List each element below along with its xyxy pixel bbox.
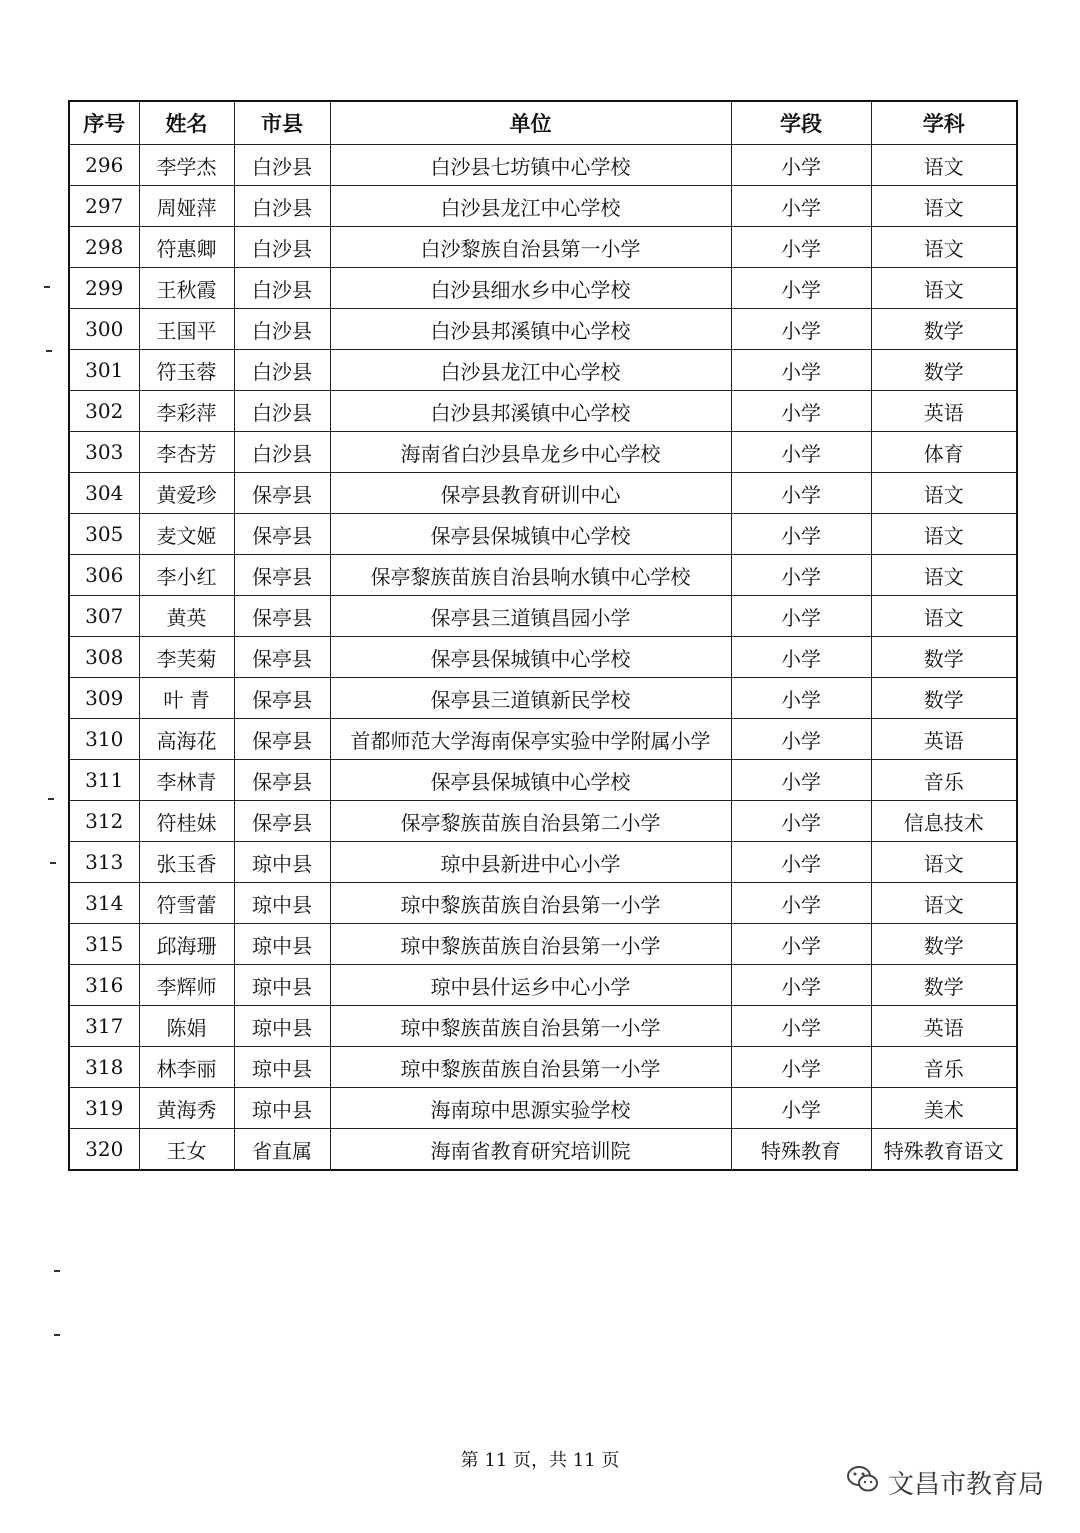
cell-stage: 小学: [731, 1006, 871, 1047]
page-number: 第 11 页，共 11 页: [460, 1450, 620, 1471]
cell-unit: 琼中黎族苗族自治县第一小学: [330, 1047, 731, 1088]
cell-index: 308: [69, 637, 139, 678]
cell-stage: 小学: [731, 760, 871, 801]
cell-name: 李辉师: [139, 965, 234, 1006]
cell-county: 保亭县: [234, 678, 330, 719]
table-row: [69, 350, 1017, 391]
cell-stage: 小学: [731, 883, 871, 924]
cell-unit: 白沙黎族自治县第一小学: [330, 227, 731, 268]
cell-index: 298: [69, 227, 139, 268]
cell-name: 李学杰: [139, 145, 234, 186]
header-index: 序号: [69, 101, 139, 145]
cell-county: 保亭县: [234, 760, 330, 801]
cell-index: 313: [69, 842, 139, 883]
cell-unit: 海南省白沙县阜龙乡中心学校: [330, 432, 731, 473]
cell-county: 琼中县: [234, 1047, 330, 1088]
cell-index: 309: [69, 678, 139, 719]
cell-index: 306: [69, 555, 139, 596]
table-row: [69, 924, 1017, 965]
cell-county: 保亭县: [234, 473, 330, 514]
cell-unit: 白沙县龙江中心学校: [330, 186, 731, 227]
cell-unit: 琼中黎族苗族自治县第一小学: [330, 883, 731, 924]
cell-name: 李小红: [139, 555, 234, 596]
cell-index: 300: [69, 309, 139, 350]
cell-unit: 保亭县三道镇昌园小学: [330, 596, 731, 637]
cell-subject: 数学: [871, 924, 1017, 965]
cell-unit: 保亭黎族苗族自治县响水镇中心学校: [330, 555, 731, 596]
cell-name: 张玉香: [139, 842, 234, 883]
table-row: [69, 719, 1017, 760]
cell-unit: 保亭黎族苗族自治县第二小学: [330, 801, 731, 842]
cell-subject: 语文: [871, 555, 1017, 596]
cell-name: 李林青: [139, 760, 234, 801]
cell-name: 李杏芳: [139, 432, 234, 473]
cell-subject: 语文: [871, 514, 1017, 555]
cell-stage: 小学: [731, 227, 871, 268]
table-row: [69, 678, 1017, 719]
table-row: [69, 514, 1017, 555]
cell-index: 317: [69, 1006, 139, 1047]
cell-name: 黄爱珍: [139, 473, 234, 514]
cell-index: 303: [69, 432, 139, 473]
cell-name: 黄英: [139, 596, 234, 637]
teacher-roster-table: [68, 100, 1018, 1171]
header-name: 姓名: [139, 101, 234, 145]
cell-stage: 小学: [731, 719, 871, 760]
cell-index: 296: [69, 145, 139, 186]
cell-stage: 小学: [731, 268, 871, 309]
cell-county: 保亭县: [234, 596, 330, 637]
cell-stage: 小学: [731, 514, 871, 555]
cell-county: 保亭县: [234, 514, 330, 555]
cell-county: 白沙县: [234, 350, 330, 391]
cell-subject: 美术: [871, 1088, 1017, 1129]
cell-stage: 小学: [731, 473, 871, 514]
cell-index: 304: [69, 473, 139, 514]
header-stage: 学段: [731, 101, 871, 145]
table-row: [69, 432, 1017, 473]
scan-mark: [54, 1270, 60, 1272]
cell-subject: 英语: [871, 391, 1017, 432]
header-subject: 学科: [871, 101, 1017, 145]
table-row: [69, 145, 1017, 186]
cell-stage: 小学: [731, 309, 871, 350]
cell-name: 林李丽: [139, 1047, 234, 1088]
cell-stage: 小学: [731, 596, 871, 637]
cell-subject: 特殊教育语文: [871, 1129, 1017, 1171]
cell-name: 陈娟: [139, 1006, 234, 1047]
cell-stage: 小学: [731, 678, 871, 719]
cell-county: 琼中县: [234, 924, 330, 965]
cell-subject: 语文: [871, 268, 1017, 309]
cell-county: 白沙县: [234, 186, 330, 227]
cell-unit: 保亭县三道镇新民学校: [330, 678, 731, 719]
table-row: [69, 473, 1017, 514]
table-header-row: [69, 101, 1017, 145]
cell-subject: 语文: [871, 883, 1017, 924]
cell-subject: 语文: [871, 186, 1017, 227]
cell-stage: 小学: [731, 965, 871, 1006]
table-row: [69, 883, 1017, 924]
cell-index: 305: [69, 514, 139, 555]
cell-county: 白沙县: [234, 309, 330, 350]
table-row: [69, 760, 1017, 801]
scan-mark: [48, 798, 54, 800]
cell-index: 299: [69, 268, 139, 309]
scan-mark: [50, 862, 56, 864]
scan-mark: [46, 350, 52, 352]
cell-index: 302: [69, 391, 139, 432]
cell-county: 保亭县: [234, 719, 330, 760]
table-row: [69, 186, 1017, 227]
cell-unit: 白沙县七坊镇中心学校: [330, 145, 731, 186]
cell-county: 保亭县: [234, 555, 330, 596]
cell-county: 白沙县: [234, 268, 330, 309]
cell-index: 297: [69, 186, 139, 227]
cell-index: 311: [69, 760, 139, 801]
watermark-text: 文昌市教育局: [888, 1469, 1045, 1500]
cell-stage: 小学: [731, 186, 871, 227]
cell-subject: 英语: [871, 1006, 1017, 1047]
cell-name: 叶 青: [139, 678, 234, 719]
cell-unit: 白沙县邦溪镇中心学校: [330, 391, 731, 432]
cell-index: 310: [69, 719, 139, 760]
cell-name: 麦文姬: [139, 514, 234, 555]
cell-name: 李芙菊: [139, 637, 234, 678]
cell-stage: 小学: [731, 350, 871, 391]
cell-index: 318: [69, 1047, 139, 1088]
cell-county: 琼中县: [234, 883, 330, 924]
cell-subject: 语文: [871, 596, 1017, 637]
cell-name: 王国平: [139, 309, 234, 350]
cell-name: 周娅萍: [139, 186, 234, 227]
table-row: [69, 555, 1017, 596]
cell-subject: 音乐: [871, 1047, 1017, 1088]
cell-subject: 语文: [871, 842, 1017, 883]
table-row: [69, 637, 1017, 678]
table-row: [69, 596, 1017, 637]
cell-subject: 英语: [871, 719, 1017, 760]
cell-index: 312: [69, 801, 139, 842]
cell-stage: 小学: [731, 391, 871, 432]
cell-county: 琼中县: [234, 1006, 330, 1047]
table-row: [69, 1006, 1017, 1047]
table-row: [69, 309, 1017, 350]
cell-index: 314: [69, 883, 139, 924]
table-row: [69, 801, 1017, 842]
cell-stage: 小学: [731, 924, 871, 965]
table-row: [69, 391, 1017, 432]
cell-name: 符惠卿: [139, 227, 234, 268]
cell-name: 李彩萍: [139, 391, 234, 432]
cell-subject: 数学: [871, 350, 1017, 391]
cell-unit: 白沙县细水乡中心学校: [330, 268, 731, 309]
cell-county: 保亭县: [234, 801, 330, 842]
cell-county: 白沙县: [234, 227, 330, 268]
header-county: 市县: [234, 101, 330, 145]
cell-stage: 小学: [731, 145, 871, 186]
cell-stage: 特殊教育: [731, 1129, 871, 1171]
cell-subject: 信息技术: [871, 801, 1017, 842]
cell-unit: 白沙县龙江中心学校: [330, 350, 731, 391]
cell-index: 320: [69, 1129, 139, 1171]
cell-unit: 琼中黎族苗族自治县第一小学: [330, 1006, 731, 1047]
cell-county: 白沙县: [234, 391, 330, 432]
cell-county: 省直属: [234, 1129, 330, 1171]
table-row: [69, 1047, 1017, 1088]
cell-county: 白沙县: [234, 145, 330, 186]
cell-unit: 白沙县邦溪镇中心学校: [330, 309, 731, 350]
cell-name: 符雪蕾: [139, 883, 234, 924]
table-row: [69, 1088, 1017, 1129]
cell-index: 319: [69, 1088, 139, 1129]
cell-index: 315: [69, 924, 139, 965]
cell-name: 黄海秀: [139, 1088, 234, 1129]
cell-stage: 小学: [731, 555, 871, 596]
cell-subject: 数学: [871, 309, 1017, 350]
cell-unit: 保亭县保城镇中心学校: [330, 637, 731, 678]
cell-county: 琼中县: [234, 965, 330, 1006]
table-row: [69, 268, 1017, 309]
cell-stage: 小学: [731, 801, 871, 842]
cell-name: 符桂妹: [139, 801, 234, 842]
cell-county: 琼中县: [234, 1088, 330, 1129]
cell-subject: 数学: [871, 965, 1017, 1006]
cell-unit: 琼中黎族苗族自治县第一小学: [330, 924, 731, 965]
cell-name: 王女: [139, 1129, 234, 1171]
cell-subject: 音乐: [871, 760, 1017, 801]
cell-index: 301: [69, 350, 139, 391]
wechat-icon: [846, 1464, 880, 1501]
cell-subject: 语文: [871, 227, 1017, 268]
cell-county: 琼中县: [234, 842, 330, 883]
cell-stage: 小学: [731, 432, 871, 473]
table-row: [69, 965, 1017, 1006]
cell-unit: 琼中县新进中心小学: [330, 842, 731, 883]
cell-name: 高海花: [139, 719, 234, 760]
cell-stage: 小学: [731, 1088, 871, 1129]
cell-unit: 保亭县保城镇中心学校: [330, 514, 731, 555]
cell-county: 白沙县: [234, 432, 330, 473]
cell-stage: 小学: [731, 1047, 871, 1088]
watermark: [846, 1462, 1044, 1502]
table-row: [69, 227, 1017, 268]
cell-unit: 琼中县什运乡中心小学: [330, 965, 731, 1006]
cell-unit: 保亭县教育研训中心: [330, 473, 731, 514]
scan-mark: [44, 286, 50, 288]
cell-name: 符玉蓉: [139, 350, 234, 391]
cell-index: 316: [69, 965, 139, 1006]
cell-stage: 小学: [731, 842, 871, 883]
cell-subject: 语文: [871, 145, 1017, 186]
cell-unit: 海南琼中思源实验学校: [330, 1088, 731, 1129]
table-row: [69, 842, 1017, 883]
scan-mark: [54, 1334, 60, 1336]
cell-county: 保亭县: [234, 637, 330, 678]
table-row: [69, 1129, 1017, 1171]
cell-unit: 保亭县保城镇中心学校: [330, 760, 731, 801]
cell-unit: 首都师范大学海南保亭实验中学附属小学: [330, 719, 731, 760]
cell-subject: 体育: [871, 432, 1017, 473]
cell-name: 王秋霞: [139, 268, 234, 309]
cell-subject: 数学: [871, 678, 1017, 719]
header-unit: 单位: [330, 101, 731, 145]
cell-subject: 数学: [871, 637, 1017, 678]
cell-name: 邱海珊: [139, 924, 234, 965]
cell-unit: 海南省教育研究培训院: [330, 1129, 731, 1171]
cell-stage: 小学: [731, 637, 871, 678]
cell-subject: 语文: [871, 473, 1017, 514]
cell-index: 307: [69, 596, 139, 637]
